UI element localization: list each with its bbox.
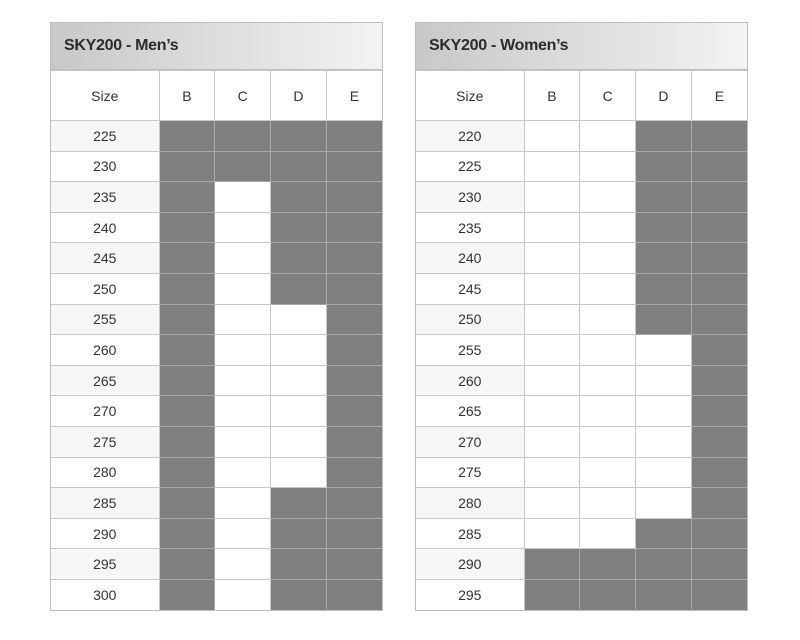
womens-width-cell-c bbox=[580, 396, 636, 427]
mens-width-cell-e bbox=[326, 121, 382, 152]
womens-width-cell-c bbox=[580, 365, 636, 396]
womens-size-cell: 230 bbox=[416, 182, 524, 213]
mens-width-cell-b bbox=[159, 365, 215, 396]
womens-row bbox=[416, 365, 747, 396]
womens-row bbox=[416, 212, 747, 243]
mens-width-cell-d bbox=[271, 579, 327, 609]
womens-row bbox=[416, 518, 747, 549]
womens-width-cell-b bbox=[524, 121, 580, 152]
womens-width-cell-d bbox=[636, 549, 692, 580]
mens-width-cell-c bbox=[215, 182, 271, 213]
mens-width-cell-c bbox=[215, 273, 271, 304]
mens-size-cell: 255 bbox=[51, 304, 159, 335]
mens-size-cell: 300 bbox=[51, 579, 159, 609]
womens-width-cell-b bbox=[524, 396, 580, 427]
womens-width-cell-c bbox=[580, 457, 636, 488]
womens-width-cell-d bbox=[636, 273, 692, 304]
mens-size-cell: 295 bbox=[51, 549, 159, 580]
mens-width-cell-b bbox=[159, 182, 215, 213]
mens-width-cell-e bbox=[326, 488, 382, 519]
womens-width-cell-d bbox=[636, 457, 692, 488]
mens-width-cell-e bbox=[326, 151, 382, 182]
womens-width-cell-d bbox=[636, 151, 692, 182]
mens-width-cell-e bbox=[326, 579, 382, 609]
mens-width-cell-d bbox=[271, 243, 327, 274]
womens-table-title: SKY200 - Women’s bbox=[416, 23, 747, 70]
mens-size-table bbox=[50, 22, 383, 611]
womens-size-cell: 225 bbox=[416, 151, 524, 182]
womens-width-cell-c bbox=[580, 579, 636, 609]
mens-row bbox=[51, 304, 382, 335]
mens-width-cell-e bbox=[326, 396, 382, 427]
mens-row bbox=[51, 182, 382, 213]
mens-size-cell: 225 bbox=[51, 121, 159, 152]
mens-row bbox=[51, 579, 382, 609]
mens-width-cell-d bbox=[271, 457, 327, 488]
womens-width-cell-b bbox=[524, 488, 580, 519]
mens-width-cell-e bbox=[326, 518, 382, 549]
mens-width-cell-e bbox=[326, 304, 382, 335]
mens-width-cell-e bbox=[326, 212, 382, 243]
mens-size-cell: 280 bbox=[51, 457, 159, 488]
mens-width-cell-c bbox=[215, 151, 271, 182]
mens-header-size: Size bbox=[51, 71, 159, 121]
mens-width-cell-b bbox=[159, 243, 215, 274]
mens-width-cell-d bbox=[271, 488, 327, 519]
womens-row bbox=[416, 396, 747, 427]
womens-width-cell-d bbox=[636, 365, 692, 396]
womens-row bbox=[416, 488, 747, 519]
mens-row bbox=[51, 518, 382, 549]
mens-width-cell-d bbox=[271, 182, 327, 213]
mens-width-cell-d bbox=[271, 273, 327, 304]
womens-width-cell-b bbox=[524, 212, 580, 243]
womens-width-cell-d bbox=[636, 396, 692, 427]
womens-width-cell-e bbox=[691, 273, 747, 304]
mens-row bbox=[51, 335, 382, 366]
mens-width-cell-d bbox=[271, 365, 327, 396]
womens-size-cell: 240 bbox=[416, 243, 524, 274]
mens-width-cell-b bbox=[159, 304, 215, 335]
mens-width-cell-b bbox=[159, 549, 215, 580]
mens-width-cell-b bbox=[159, 396, 215, 427]
mens-width-cell-d bbox=[271, 396, 327, 427]
mens-width-cell-b bbox=[159, 212, 215, 243]
mens-width-cell-c bbox=[215, 549, 271, 580]
womens-width-cell-b bbox=[524, 182, 580, 213]
mens-header-row bbox=[51, 71, 382, 121]
mens-size-cell: 285 bbox=[51, 488, 159, 519]
mens-header-e: E bbox=[326, 71, 382, 121]
mens-width-cell-c bbox=[215, 212, 271, 243]
mens-width-cell-c bbox=[215, 426, 271, 457]
womens-size-cell: 220 bbox=[416, 121, 524, 152]
womens-row bbox=[416, 151, 747, 182]
womens-width-cell-b bbox=[524, 365, 580, 396]
womens-size-cell: 295 bbox=[416, 579, 524, 609]
mens-width-cell-b bbox=[159, 335, 215, 366]
mens-width-cell-c bbox=[215, 365, 271, 396]
mens-width-cell-c bbox=[215, 488, 271, 519]
womens-size-cell: 245 bbox=[416, 273, 524, 304]
womens-size-cell: 235 bbox=[416, 212, 524, 243]
womens-width-cell-d bbox=[636, 579, 692, 609]
womens-width-cell-c bbox=[580, 488, 636, 519]
womens-size-cell: 255 bbox=[416, 335, 524, 366]
womens-row bbox=[416, 243, 747, 274]
womens-width-cell-b bbox=[524, 426, 580, 457]
womens-width-cell-b bbox=[524, 579, 580, 609]
mens-width-cell-c bbox=[215, 396, 271, 427]
womens-row bbox=[416, 182, 747, 213]
mens-width-cell-d bbox=[271, 121, 327, 152]
mens-row bbox=[51, 426, 382, 457]
mens-width-cell-c bbox=[215, 304, 271, 335]
womens-row bbox=[416, 457, 747, 488]
womens-width-cell-e bbox=[691, 335, 747, 366]
womens-size-cell: 275 bbox=[416, 457, 524, 488]
mens-width-cell-d bbox=[271, 518, 327, 549]
mens-header-d: D bbox=[271, 71, 327, 121]
womens-header-d: D bbox=[636, 71, 692, 121]
mens-width-cell-b bbox=[159, 273, 215, 304]
mens-table-title: SKY200 - Men’s bbox=[51, 23, 382, 70]
mens-width-cell-b bbox=[159, 151, 215, 182]
womens-width-cell-c bbox=[580, 273, 636, 304]
womens-row bbox=[416, 426, 747, 457]
mens-row bbox=[51, 457, 382, 488]
mens-width-cell-e bbox=[326, 182, 382, 213]
womens-width-cell-e bbox=[691, 212, 747, 243]
mens-table-body bbox=[51, 121, 382, 610]
womens-width-cell-e bbox=[691, 396, 747, 427]
womens-width-cell-d bbox=[636, 518, 692, 549]
womens-width-cell-e bbox=[691, 549, 747, 580]
womens-width-cell-c bbox=[580, 518, 636, 549]
womens-width-cell-d bbox=[636, 488, 692, 519]
mens-width-cell-c bbox=[215, 243, 271, 274]
mens-width-cell-b bbox=[159, 518, 215, 549]
womens-width-cell-c bbox=[580, 549, 636, 580]
womens-row bbox=[416, 549, 747, 580]
mens-width-cell-b bbox=[159, 579, 215, 609]
womens-header-e: E bbox=[691, 71, 747, 121]
mens-row bbox=[51, 488, 382, 519]
mens-row bbox=[51, 273, 382, 304]
mens-row bbox=[51, 396, 382, 427]
mens-width-cell-d bbox=[271, 304, 327, 335]
mens-row bbox=[51, 365, 382, 396]
mens-width-cell-c bbox=[215, 457, 271, 488]
womens-size-cell: 260 bbox=[416, 365, 524, 396]
womens-size-cell: 285 bbox=[416, 518, 524, 549]
womens-width-cell-d bbox=[636, 243, 692, 274]
womens-width-cell-e bbox=[691, 457, 747, 488]
womens-width-cell-b bbox=[524, 151, 580, 182]
mens-size-cell: 290 bbox=[51, 518, 159, 549]
mens-width-cell-e bbox=[326, 549, 382, 580]
womens-size-cell: 290 bbox=[416, 549, 524, 580]
womens-size-cell: 265 bbox=[416, 396, 524, 427]
mens-row bbox=[51, 243, 382, 274]
womens-width-cell-b bbox=[524, 518, 580, 549]
womens-size-table bbox=[415, 22, 748, 611]
mens-width-cell-b bbox=[159, 426, 215, 457]
womens-width-cell-e bbox=[691, 579, 747, 609]
womens-row bbox=[416, 335, 747, 366]
womens-width-cell-e bbox=[691, 121, 747, 152]
mens-width-cell-b bbox=[159, 121, 215, 152]
mens-row bbox=[51, 121, 382, 152]
mens-width-cell-d bbox=[271, 212, 327, 243]
womens-row bbox=[416, 121, 747, 152]
mens-width-cell-d bbox=[271, 151, 327, 182]
womens-width-cell-d bbox=[636, 212, 692, 243]
mens-width-cell-b bbox=[159, 488, 215, 519]
mens-row bbox=[51, 151, 382, 182]
womens-row bbox=[416, 273, 747, 304]
womens-size-cell: 250 bbox=[416, 304, 524, 335]
womens-width-cell-b bbox=[524, 304, 580, 335]
womens-width-cell-e bbox=[691, 304, 747, 335]
womens-header-row bbox=[416, 71, 747, 121]
womens-width-cell-c bbox=[580, 151, 636, 182]
womens-size-grid bbox=[416, 70, 747, 610]
womens-width-cell-d bbox=[636, 426, 692, 457]
womens-width-cell-c bbox=[580, 335, 636, 366]
mens-size-cell: 230 bbox=[51, 151, 159, 182]
mens-width-cell-e bbox=[326, 273, 382, 304]
womens-table-body bbox=[416, 121, 747, 610]
mens-width-cell-c bbox=[215, 579, 271, 609]
womens-width-cell-d bbox=[636, 121, 692, 152]
mens-width-cell-c bbox=[215, 518, 271, 549]
womens-size-cell: 280 bbox=[416, 488, 524, 519]
mens-row bbox=[51, 212, 382, 243]
womens-row bbox=[416, 579, 747, 609]
mens-width-cell-b bbox=[159, 457, 215, 488]
womens-width-cell-e bbox=[691, 488, 747, 519]
womens-width-cell-c bbox=[580, 121, 636, 152]
womens-width-cell-c bbox=[580, 304, 636, 335]
mens-width-cell-c bbox=[215, 121, 271, 152]
womens-size-cell: 270 bbox=[416, 426, 524, 457]
mens-size-cell: 275 bbox=[51, 426, 159, 457]
womens-width-cell-c bbox=[580, 426, 636, 457]
mens-header-b: B bbox=[159, 71, 215, 121]
mens-width-cell-e bbox=[326, 335, 382, 366]
womens-width-cell-b bbox=[524, 549, 580, 580]
mens-row bbox=[51, 549, 382, 580]
mens-size-cell: 250 bbox=[51, 273, 159, 304]
mens-width-cell-e bbox=[326, 426, 382, 457]
womens-width-cell-e bbox=[691, 518, 747, 549]
mens-size-grid bbox=[51, 70, 382, 610]
womens-width-cell-c bbox=[580, 212, 636, 243]
womens-width-cell-d bbox=[636, 182, 692, 213]
womens-width-cell-e bbox=[691, 151, 747, 182]
mens-header-c: C bbox=[215, 71, 271, 121]
mens-size-cell: 270 bbox=[51, 396, 159, 427]
mens-width-cell-e bbox=[326, 243, 382, 274]
mens-width-cell-d bbox=[271, 335, 327, 366]
mens-size-cell: 245 bbox=[51, 243, 159, 274]
womens-row bbox=[416, 304, 747, 335]
mens-size-cell: 240 bbox=[51, 212, 159, 243]
womens-header-c: C bbox=[580, 71, 636, 121]
womens-width-cell-c bbox=[580, 182, 636, 213]
womens-width-cell-e bbox=[691, 426, 747, 457]
womens-width-cell-e bbox=[691, 182, 747, 213]
mens-size-cell: 265 bbox=[51, 365, 159, 396]
womens-width-cell-b bbox=[524, 273, 580, 304]
mens-width-cell-d bbox=[271, 549, 327, 580]
mens-size-cell: 235 bbox=[51, 182, 159, 213]
womens-width-cell-c bbox=[580, 243, 636, 274]
womens-width-cell-d bbox=[636, 335, 692, 366]
mens-width-cell-e bbox=[326, 457, 382, 488]
womens-width-cell-b bbox=[524, 243, 580, 274]
womens-width-cell-b bbox=[524, 457, 580, 488]
mens-width-cell-e bbox=[326, 365, 382, 396]
womens-width-cell-e bbox=[691, 243, 747, 274]
mens-width-cell-c bbox=[215, 335, 271, 366]
mens-size-cell: 260 bbox=[51, 335, 159, 366]
womens-width-cell-d bbox=[636, 304, 692, 335]
womens-width-cell-b bbox=[524, 335, 580, 366]
womens-header-b: B bbox=[524, 71, 580, 121]
mens-width-cell-d bbox=[271, 426, 327, 457]
womens-width-cell-e bbox=[691, 365, 747, 396]
womens-header-size: Size bbox=[416, 71, 524, 121]
